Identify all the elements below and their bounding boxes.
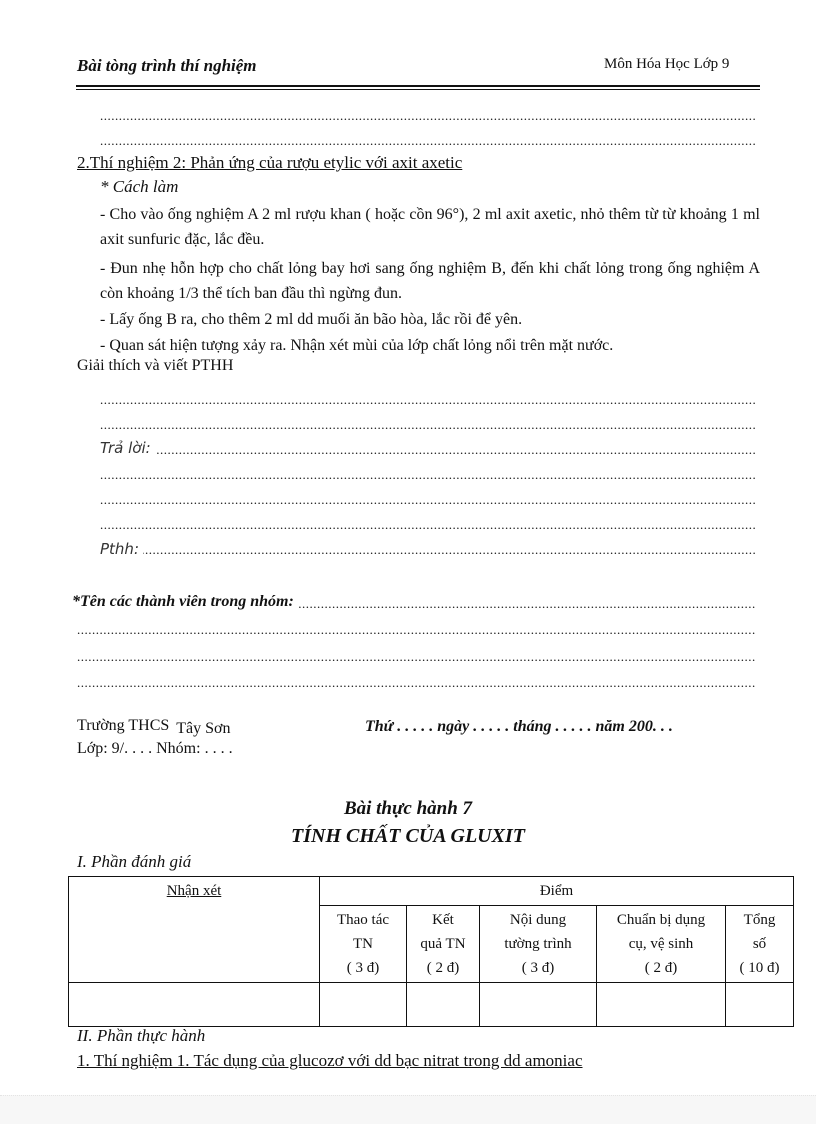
col-2-line2: quả TN: [420, 936, 466, 952]
dotted-line: [100, 133, 755, 149]
comment-cell: [69, 877, 320, 983]
pthh-label: Pthh:: [100, 538, 143, 560]
score-col-1: [320, 906, 407, 983]
explain-text: Giải thích và viết PTHH: [77, 357, 234, 374]
page-bottom-margin: [0, 1095, 816, 1124]
school-prefix: Trường THCS: [77, 717, 170, 734]
members-label: *Tên các thành viên trong nhóm:: [72, 591, 298, 613]
score-table: [68, 876, 794, 1027]
practice-subtitle: TÍNH CHẤT CỦA GLUXIT: [291, 825, 525, 847]
pthh-line: [100, 542, 755, 558]
step-3: - Lấy ống B ra, cho thêm 2 ml dd muối ăn bão hòa, lắc rồi để yên.: [100, 311, 523, 328]
section-2-title: 2.Thí nghiệm 2: Phản ứng của rượu etylic với axit axetic: [77, 153, 463, 172]
col-1-line3: ( 3 đ): [346, 960, 380, 976]
answer-line: [100, 442, 755, 458]
col-1-line1: Thao tác: [336, 912, 390, 928]
col-5-line3: ( 10 đ): [739, 960, 780, 976]
header-rule-thin: [76, 89, 760, 90]
class-group-line: Lớp: 9/. . . . Nhóm: . . . .: [77, 740, 233, 757]
dotted-line: [100, 392, 755, 408]
step-1: - Cho vào ống nghiệm A 2 ml rượu khan ( hoặc cồn 96°), 2 ml axit axetic, nhỏ thêm từ từ khoảng 1 ml axit sunfuric đặc, lắc đều.: [100, 206, 760, 248]
score-entry-1[interactable]: [320, 983, 407, 1027]
col-5-line2: số: [752, 936, 767, 952]
col-3-line1: Nội dung: [509, 912, 567, 928]
date-line: Thứ . . . . . ngày . . . . . tháng . . . . . năm 200. . .: [365, 718, 673, 735]
dotted-line: [77, 649, 755, 665]
col-4-line2: cụ, vệ sinh: [628, 936, 694, 952]
dotted-line: [100, 517, 755, 533]
dotted-line: [100, 467, 755, 483]
dotted-line: [100, 108, 755, 124]
score-col-3: [480, 906, 597, 983]
answer-label: Trả lời:: [100, 437, 155, 459]
col-5-line1: Tổng: [743, 912, 776, 928]
dotted-line: [77, 622, 755, 638]
score-entry-total[interactable]: [726, 983, 794, 1027]
score-col-2: [407, 906, 480, 983]
score-col-4: [597, 906, 726, 983]
header-rule: [76, 85, 760, 87]
col-4-line1: Chuẩn bị dụng: [616, 912, 706, 928]
col-4-line3: ( 2 đ): [644, 960, 678, 976]
score-col-5: [726, 906, 794, 983]
dotted-line: [100, 492, 755, 508]
header-subject: Môn Hóa Học Lớp 9: [604, 56, 730, 72]
step-2: - Đun nhẹ hỗn hợp cho chất lỏng bay hơi sang ống nghiệm B, đến khi chất lỏng trong ống nghiệm A còn khoảng 1/3 thể tích ban đầu thì ngừng đun.: [100, 260, 760, 302]
col-1-line2: TN: [353, 936, 373, 952]
school-line: [77, 717, 231, 735]
evaluation-label: I. Phần đánh giá: [77, 852, 192, 871]
comment-header: Nhận xét: [166, 883, 222, 899]
header-title: Bài tòng trình thí nghiệm: [77, 56, 257, 75]
comment-entry-cell[interactable]: [69, 983, 320, 1027]
score-entry-3[interactable]: [480, 983, 597, 1027]
practice-title: Bài thực hành 7: [343, 798, 473, 819]
experiment-1-title: 1. Thí nghiệm 1. Tác dụng của glucozơ với dd bạc nitrat trong dd amoniac: [77, 1051, 583, 1070]
dotted-line: [100, 417, 755, 433]
col-2-line3: ( 2 đ): [426, 960, 460, 976]
school-name: Tây Sơn: [176, 720, 231, 737]
score-entry-2[interactable]: [407, 983, 480, 1027]
step-4: - Quan sát hiện tượng xảy ra. Nhận xét mùi của lớp chất lỏng nổi trên mặt nước.: [100, 337, 614, 354]
col-3-line3: ( 3 đ): [521, 960, 555, 976]
dotted-line: [77, 675, 755, 691]
score-header: Điểm: [320, 877, 794, 906]
method-label: * Cách làm: [100, 177, 179, 196]
col-2-line1: Kết: [432, 912, 454, 928]
col-3-line2: tường trình: [504, 936, 572, 952]
practice-section-label: II. Phần thực hành: [77, 1026, 206, 1045]
score-entry-4[interactable]: [597, 983, 726, 1027]
